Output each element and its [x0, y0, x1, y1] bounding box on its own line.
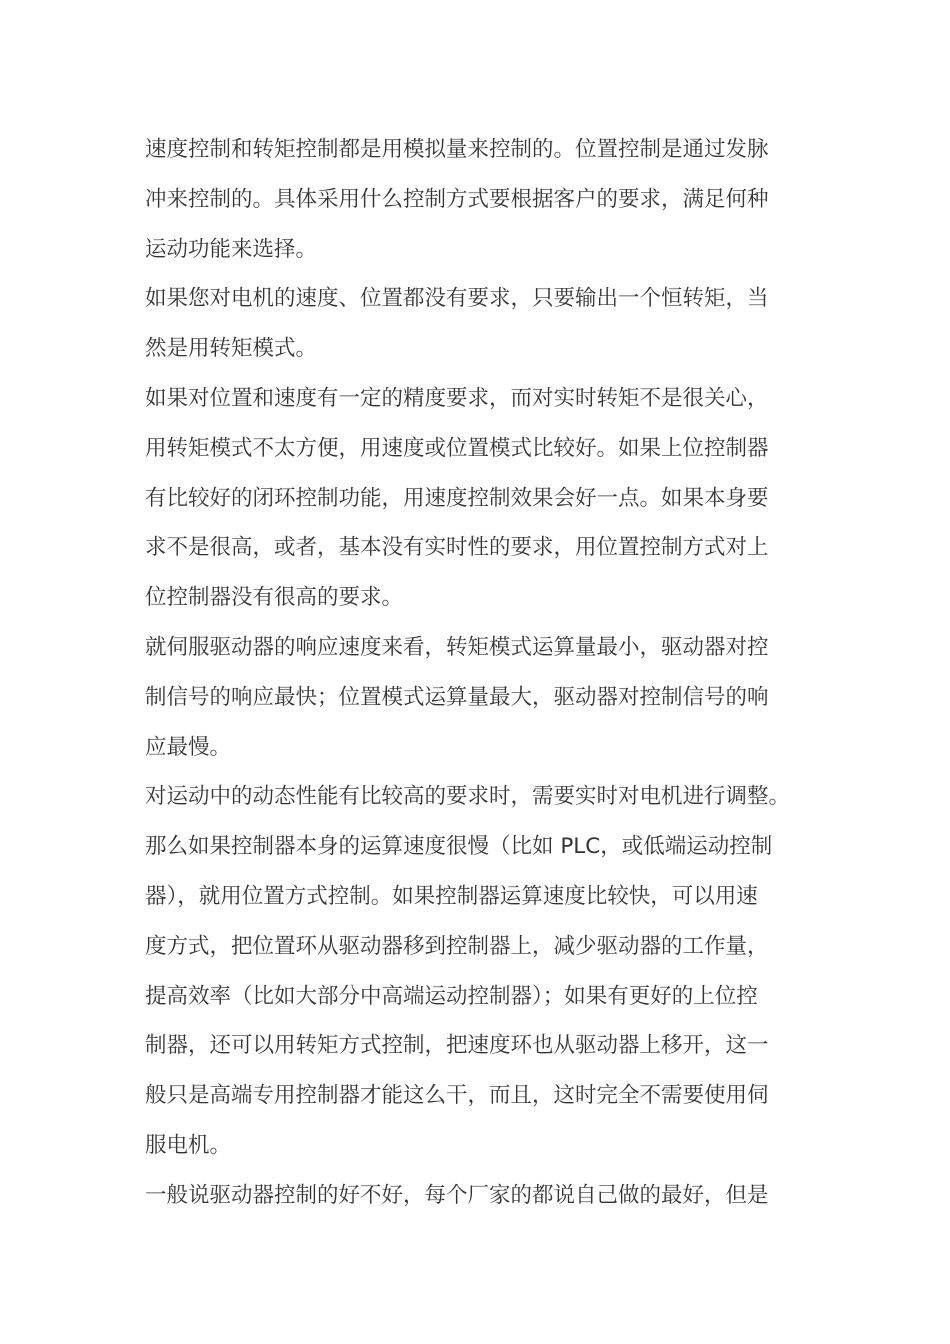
text-line: 求不是很高，或者，基本没有实时性的要求，用位置控制方式对上: [145, 535, 769, 561]
text-line: 如果您对电机的速度、位置都没有要求，只要输出一个恒转矩，当: [145, 286, 769, 312]
text-line: 器），就用位置方式控制。如果控制器运算速度比较快，可以用速: [145, 883, 758, 909]
document-page: [145, 125, 825, 1221]
text-line: 那么如果控制器本身的运算速度很慢（比如 PLC，或低端运动控制: [145, 834, 773, 860]
text-line: 制信号的响应最快；位置模式运算量最大，驱动器对控制信号的响: [145, 684, 769, 710]
text-line: 运动功能来选择。: [145, 236, 318, 262]
text-line: 如果对位置和速度有一定的精度要求，而对实时转矩不是很关心，: [145, 385, 769, 411]
text-line: 就伺服驱动器的响应速度来看，转矩模式运算量最小，驱动器对控: [145, 634, 769, 660]
paragraph-driver-quality: [145, 1171, 825, 1221]
text-line: 制器，还可以用转矩方式控制，把速度环也从驱动器上移开，这一: [145, 1033, 769, 1059]
paragraph-dynamic-performance: [145, 772, 825, 1170]
paragraph-response-speed: [145, 623, 825, 772]
text-line: 应最慢。: [145, 734, 232, 760]
text-line: 一般说驱动器控制的好不好，每个厂家的都说自己做的最好，但是: [145, 1182, 769, 1208]
paragraph-torque-mode: [145, 274, 825, 374]
text-line: 冲来控制的。具体采用什么控制方式要根据客户的要求，满足何种: [145, 186, 769, 212]
text-line: 然是用转矩模式。: [145, 336, 318, 362]
paragraph-control-modes: [145, 125, 825, 274]
text-line: 速度控制和转矩控制都是用模拟量来控制的。位置控制是通过发脉: [145, 137, 769, 162]
text-line: 服电机。: [145, 1132, 232, 1158]
text-line: 对运动中的动态性能有比较高的要求时，需要实时对电机进行调整。: [145, 784, 791, 810]
text-line: 度方式，把位置环从驱动器移到控制器上，减少驱动器的工作量，: [145, 933, 769, 959]
text-line: 提高效率（比如大部分中高端运动控制器）；如果有更好的上位控: [145, 983, 758, 1009]
text-line: 有比较好的闭环控制功能，用速度控制效果会好一点。如果本身要: [145, 485, 769, 511]
text-line: 用转矩模式不太方便，用速度或位置模式比较好。如果上位控制器: [145, 435, 769, 461]
text-line: 般只是高端专用控制器才能这么干，而且，这时完全不需要使用伺: [145, 1083, 769, 1109]
paragraph-precision: [145, 374, 825, 623]
text-line: 位控制器没有很高的要求。: [145, 585, 404, 611]
